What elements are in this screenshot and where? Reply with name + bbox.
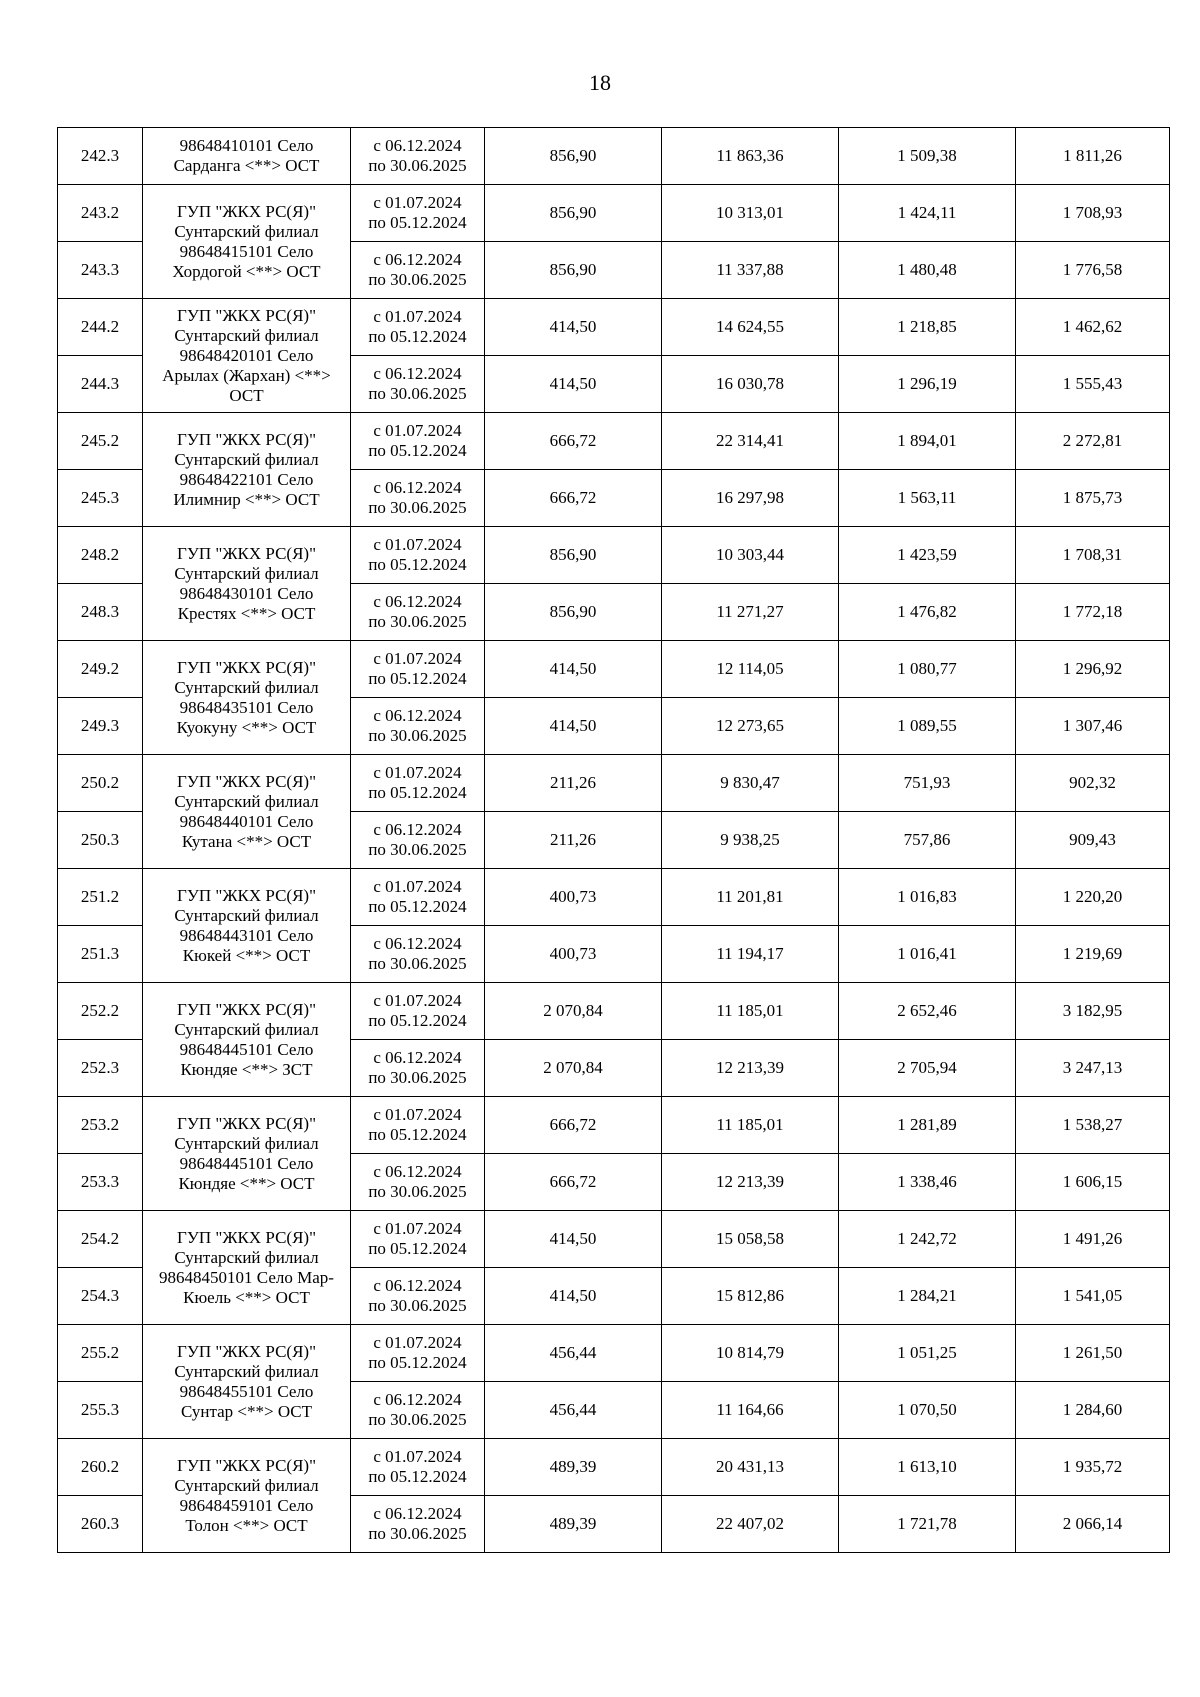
table-row [58,299,1170,356]
value-col-3: 1 296,19 [839,356,1016,413]
table-row [58,527,1170,584]
value-col-1: 414,50 [485,698,662,755]
value-col-1: 211,26 [485,755,662,812]
period-from: с 06.12.2024 [373,364,462,383]
organization-line: ГУП "ЖКХ РС(Я)" [176,201,317,221]
organization-line: Куокуну <**> ОСТ [176,717,317,737]
value-col-2: 11 271,27 [662,584,839,641]
period-from: с 01.07.2024 [373,991,462,1010]
period-from: с 01.07.2024 [373,1219,462,1238]
period-cell [351,1325,485,1382]
value-col-4: 1 935,72 [1016,1439,1170,1496]
period-from: с 01.07.2024 [373,877,462,896]
value-col-4: 1 555,43 [1016,356,1170,413]
period-from: с 06.12.2024 [373,478,462,497]
period-to: по 05.12.2024 [368,669,467,688]
value-col-1: 489,39 [485,1496,662,1553]
period-to: по 30.06.2025 [368,1296,467,1315]
value-col-3: 1 563,11 [839,470,1016,527]
period-cell [351,242,485,299]
organization-cell [143,185,351,299]
value-col-2: 15 058,58 [662,1211,839,1268]
organization-cell [143,128,351,185]
value-col-2: 12 114,05 [662,641,839,698]
period-cell [351,356,485,413]
organization-line: Сунтарский филиал [174,449,319,469]
period-from: с 01.07.2024 [373,649,462,668]
period-from: с 06.12.2024 [373,1504,462,1523]
value-col-1: 856,90 [485,242,662,299]
row-code: 254.2 [58,1211,143,1268]
period-from: с 01.07.2024 [373,1333,462,1352]
period-from: с 01.07.2024 [373,1105,462,1124]
period-to: по 30.06.2025 [368,384,467,403]
period-to: по 05.12.2024 [368,1467,467,1486]
value-col-4: 1 307,46 [1016,698,1170,755]
value-col-3: 1 284,21 [839,1268,1016,1325]
period-from: с 06.12.2024 [373,1390,462,1409]
period-cell [351,1154,485,1211]
table-row [58,185,1170,242]
organization-line: ГУП "ЖКХ РС(Я)" [176,1227,317,1247]
value-col-4: 1 606,15 [1016,1154,1170,1211]
value-col-2: 22 314,41 [662,413,839,470]
period-from: с 01.07.2024 [373,421,462,440]
value-col-3: 1 080,77 [839,641,1016,698]
period-to: по 30.06.2025 [368,498,467,517]
value-col-2: 14 624,55 [662,299,839,356]
period-from: с 06.12.2024 [373,934,462,953]
value-col-1: 666,72 [485,1154,662,1211]
period-to: по 30.06.2025 [368,1524,467,1543]
value-col-4: 1 811,26 [1016,128,1170,185]
value-col-4: 1 491,26 [1016,1211,1170,1268]
organization-line: Кюндяе <**> ОСТ [178,1173,315,1193]
value-col-1: 666,72 [485,470,662,527]
period-to: по 05.12.2024 [368,897,467,916]
value-col-1: 856,90 [485,584,662,641]
organization-line: Сунтарский филиал [174,1475,319,1495]
value-col-1: 414,50 [485,1268,662,1325]
value-col-4: 1 538,27 [1016,1097,1170,1154]
value-col-2: 12 213,39 [662,1154,839,1211]
row-code: 248.3 [58,584,143,641]
row-code: 252.2 [58,983,143,1040]
organization-line: ГУП "ЖКХ РС(Я)" [176,999,317,1019]
period-cell [351,812,485,869]
page-number: 18 [589,70,611,95]
value-col-1: 414,50 [485,356,662,413]
organization-line: 98648459101 Село [179,1495,314,1515]
row-code: 260.2 [58,1439,143,1496]
organization-cell [143,1097,351,1211]
value-col-2: 22 407,02 [662,1496,839,1553]
row-code: 248.2 [58,527,143,584]
organization-line: Сунтарский филиал [174,1133,319,1153]
value-col-2: 20 431,13 [662,1439,839,1496]
value-col-4: 3 182,95 [1016,983,1170,1040]
organization-line: Сунтарский филиал [174,563,319,583]
row-code: 249.2 [58,641,143,698]
period-cell [351,299,485,356]
value-col-2: 12 213,39 [662,1040,839,1097]
table-row [58,755,1170,812]
organization-cell [143,641,351,755]
value-col-3: 1 894,01 [839,413,1016,470]
value-col-2: 10 313,01 [662,185,839,242]
row-code: 255.3 [58,1382,143,1439]
period-from: с 06.12.2024 [373,250,462,269]
organization-line: ОСТ [229,385,264,405]
organization-line: Кюкей <**> ОСТ [182,945,311,965]
row-code: 250.3 [58,812,143,869]
value-col-1: 489,39 [485,1439,662,1496]
period-from: с 06.12.2024 [373,706,462,725]
value-col-3: 1 480,48 [839,242,1016,299]
value-col-3: 1 338,46 [839,1154,1016,1211]
organization-cell [143,983,351,1097]
period-to: по 30.06.2025 [368,1182,467,1201]
table-row [58,128,1170,185]
period-from: с 06.12.2024 [373,1048,462,1067]
period-cell [351,1040,485,1097]
organization-line: 98648443101 Село [179,925,314,945]
row-code: 244.3 [58,356,143,413]
value-col-2: 9 830,47 [662,755,839,812]
period-cell [351,869,485,926]
value-col-4: 909,43 [1016,812,1170,869]
value-col-1: 666,72 [485,1097,662,1154]
period-to: по 05.12.2024 [368,1239,467,1258]
row-code: 243.2 [58,185,143,242]
organization-line: 98648445101 Село [179,1153,314,1173]
organization-line: ГУП "ЖКХ РС(Я)" [176,885,317,905]
row-code: 249.3 [58,698,143,755]
period-cell [351,755,485,812]
organization-cell [143,299,351,413]
value-col-2: 15 812,86 [662,1268,839,1325]
value-col-1: 856,90 [485,185,662,242]
organization-line: ГУП "ЖКХ РС(Я)" [176,657,317,677]
organization-line: Сунтарский филиал [174,1247,319,1267]
period-cell [351,983,485,1040]
value-col-3: 1 476,82 [839,584,1016,641]
period-to: по 30.06.2025 [368,156,467,175]
table-row [58,983,1170,1040]
table-row [58,1325,1170,1382]
row-code: 251.2 [58,869,143,926]
row-code: 255.2 [58,1325,143,1382]
value-col-3: 1 423,59 [839,527,1016,584]
organization-cell [143,1439,351,1553]
value-col-4: 1 284,60 [1016,1382,1170,1439]
organization-line: 98648450101 Село Мар- [159,1267,334,1287]
tariff-table-body [58,128,1170,1553]
value-col-3: 751,93 [839,755,1016,812]
organization-line: 98648415101 Село [179,241,314,261]
value-col-4: 1 772,18 [1016,584,1170,641]
value-col-4: 1 219,69 [1016,926,1170,983]
period-cell [351,128,485,185]
value-col-2: 10 303,44 [662,527,839,584]
period-to: по 05.12.2024 [368,213,467,232]
period-cell [351,1496,485,1553]
period-cell [351,1439,485,1496]
organization-line: Сунтарский филиал [174,325,319,345]
value-col-3: 1 016,83 [839,869,1016,926]
value-col-2: 11 194,17 [662,926,839,983]
value-col-1: 2 070,84 [485,1040,662,1097]
row-code: 254.3 [58,1268,143,1325]
organization-line: 98648430101 Село [179,583,314,603]
value-col-2: 11 201,81 [662,869,839,926]
period-from: с 06.12.2024 [373,1162,462,1181]
value-col-1: 400,73 [485,869,662,926]
organization-line: ГУП "ЖКХ РС(Я)" [176,305,317,325]
value-col-1: 456,44 [485,1325,662,1382]
period-cell [351,527,485,584]
period-from: с 06.12.2024 [373,820,462,839]
organization-line: 98648445101 Село [179,1039,314,1059]
row-code: 245.3 [58,470,143,527]
table-row [58,1211,1170,1268]
organization-line: ГУП "ЖКХ РС(Я)" [176,771,317,791]
period-cell [351,698,485,755]
tariff-table [57,127,1170,1553]
value-col-3: 2 652,46 [839,983,1016,1040]
value-col-4: 902,32 [1016,755,1170,812]
organization-line: Кюель <**> ОСТ [183,1287,310,1307]
organization-line: 98648422101 Село [179,469,314,489]
value-col-3: 1 016,41 [839,926,1016,983]
value-col-3: 1 509,38 [839,128,1016,185]
organization-cell [143,1325,351,1439]
period-to: по 05.12.2024 [368,327,467,346]
organization-line: Илимнир <**> ОСТ [173,489,320,509]
organization-line: 98648410101 Село [179,136,314,155]
organization-cell [143,413,351,527]
period-to: по 30.06.2025 [368,270,467,289]
organization-line: Толон <**> ОСТ [185,1515,308,1535]
organization-line: Сунтарский филиал [174,221,319,241]
value-col-4: 2 272,81 [1016,413,1170,470]
value-col-2: 12 273,65 [662,698,839,755]
value-col-4: 1 875,73 [1016,470,1170,527]
row-code: 243.3 [58,242,143,299]
period-cell [351,641,485,698]
value-col-2: 11 185,01 [662,1097,839,1154]
organization-line: 98648440101 Село [179,811,314,831]
period-from: с 01.07.2024 [373,193,462,212]
organization-line: Кутана <**> ОСТ [181,831,312,851]
value-col-3: 1 089,55 [839,698,1016,755]
row-code: 252.3 [58,1040,143,1097]
value-col-1: 211,26 [485,812,662,869]
row-code: 253.2 [58,1097,143,1154]
period-to: по 30.06.2025 [368,1068,467,1087]
period-from: с 01.07.2024 [373,535,462,554]
table-row [58,641,1170,698]
value-col-3: 1 242,72 [839,1211,1016,1268]
value-col-3: 1 721,78 [839,1496,1016,1553]
table-row [58,1439,1170,1496]
value-col-4: 1 261,50 [1016,1325,1170,1382]
value-col-2: 10 814,79 [662,1325,839,1382]
value-col-2: 11 337,88 [662,242,839,299]
period-from: с 01.07.2024 [373,763,462,782]
value-col-4: 1 708,93 [1016,185,1170,242]
organization-line: 98648435101 Село [179,697,314,717]
period-to: по 30.06.2025 [368,726,467,745]
organization-line: Крестях <**> ОСТ [177,603,316,623]
value-col-1: 856,90 [485,527,662,584]
period-from: с 06.12.2024 [373,592,462,611]
organization-cell [143,869,351,983]
value-col-3: 2 705,94 [839,1040,1016,1097]
value-col-4: 3 247,13 [1016,1040,1170,1097]
value-col-3: 1 613,10 [839,1439,1016,1496]
organization-line: Сунтарский филиал [174,1019,319,1039]
value-col-1: 414,50 [485,1211,662,1268]
row-code: 245.2 [58,413,143,470]
period-to: по 05.12.2024 [368,1011,467,1030]
organization-line: Сунтарский филиал [174,677,319,697]
row-code: 260.3 [58,1496,143,1553]
organization-line: ГУП "ЖКХ РС(Я)" [176,543,317,563]
value-col-1: 666,72 [485,413,662,470]
period-cell [351,584,485,641]
value-col-3: 1 051,25 [839,1325,1016,1382]
organization-line: Хордогой <**> ОСТ [172,261,321,281]
value-col-4: 1 776,58 [1016,242,1170,299]
period-to: по 05.12.2024 [368,1125,467,1144]
organization-line: Кюндяе <**> ЗСТ [180,1059,313,1079]
organization-line: ГУП "ЖКХ РС(Я)" [176,1113,317,1133]
period-cell [351,1211,485,1268]
value-col-2: 11 863,36 [662,128,839,185]
period-from: с 06.12.2024 [373,136,462,155]
organization-line: 98648420101 Село [179,345,314,365]
value-col-3: 1 281,89 [839,1097,1016,1154]
value-col-2: 11 164,66 [662,1382,839,1439]
row-code: 244.2 [58,299,143,356]
value-col-1: 400,73 [485,926,662,983]
value-col-3: 1 424,11 [839,185,1016,242]
period-cell [351,413,485,470]
period-to: по 30.06.2025 [368,612,467,631]
period-cell [351,1382,485,1439]
table-row [58,869,1170,926]
organization-cell [143,1211,351,1325]
period-from: с 06.12.2024 [373,1276,462,1295]
value-col-1: 414,50 [485,641,662,698]
period-cell [351,926,485,983]
row-code: 251.3 [58,926,143,983]
organization-line: 98648455101 Село [179,1381,314,1401]
organization-line: Сунтарский филиал [174,791,319,811]
period-to: по 30.06.2025 [368,954,467,973]
value-col-4: 1 462,62 [1016,299,1170,356]
period-cell [351,1097,485,1154]
value-col-1: 414,50 [485,299,662,356]
value-col-2: 9 938,25 [662,812,839,869]
period-to: по 30.06.2025 [368,840,467,859]
period-to: по 30.06.2025 [368,1410,467,1429]
value-col-1: 856,90 [485,128,662,185]
organization-line: Арылах (Жархан) <**> [162,365,331,385]
value-col-4: 2 066,14 [1016,1496,1170,1553]
period-from: с 01.07.2024 [373,307,462,326]
value-col-3: 1 070,50 [839,1382,1016,1439]
row-code: 250.2 [58,755,143,812]
value-col-4: 1 220,20 [1016,869,1170,926]
value-col-4: 1 541,05 [1016,1268,1170,1325]
table-row [58,1097,1170,1154]
period-to: по 05.12.2024 [368,1353,467,1372]
value-col-1: 456,44 [485,1382,662,1439]
organization-cell [143,527,351,641]
row-code: 253.3 [58,1154,143,1211]
value-col-2: 16 297,98 [662,470,839,527]
period-to: по 05.12.2024 [368,555,467,574]
value-col-1: 2 070,84 [485,983,662,1040]
value-col-4: 1 296,92 [1016,641,1170,698]
value-col-2: 11 185,01 [662,983,839,1040]
value-col-4: 1 708,31 [1016,527,1170,584]
organization-line: Сунтарский филиал [174,1361,319,1381]
table-row [58,413,1170,470]
value-col-3: 757,86 [839,812,1016,869]
organization-cell [143,755,351,869]
period-to: по 05.12.2024 [368,441,467,460]
row-code: 242.3 [58,128,143,185]
value-col-2: 16 030,78 [662,356,839,413]
organization-line: Сарданга <**> ОСТ [173,156,320,175]
organization-line: Сунтар <**> ОСТ [180,1401,313,1421]
value-col-3: 1 218,85 [839,299,1016,356]
period-to: по 05.12.2024 [368,783,467,802]
period-cell [351,185,485,242]
organization-line: ГУП "ЖКХ РС(Я)" [176,1341,317,1361]
period-cell [351,470,485,527]
organization-line: ГУП "ЖКХ РС(Я)" [176,1455,317,1475]
period-cell [351,1268,485,1325]
organization-line: Сунтарский филиал [174,905,319,925]
period-from: с 01.07.2024 [373,1447,462,1466]
organization-line: ГУП "ЖКХ РС(Я)" [176,429,317,449]
